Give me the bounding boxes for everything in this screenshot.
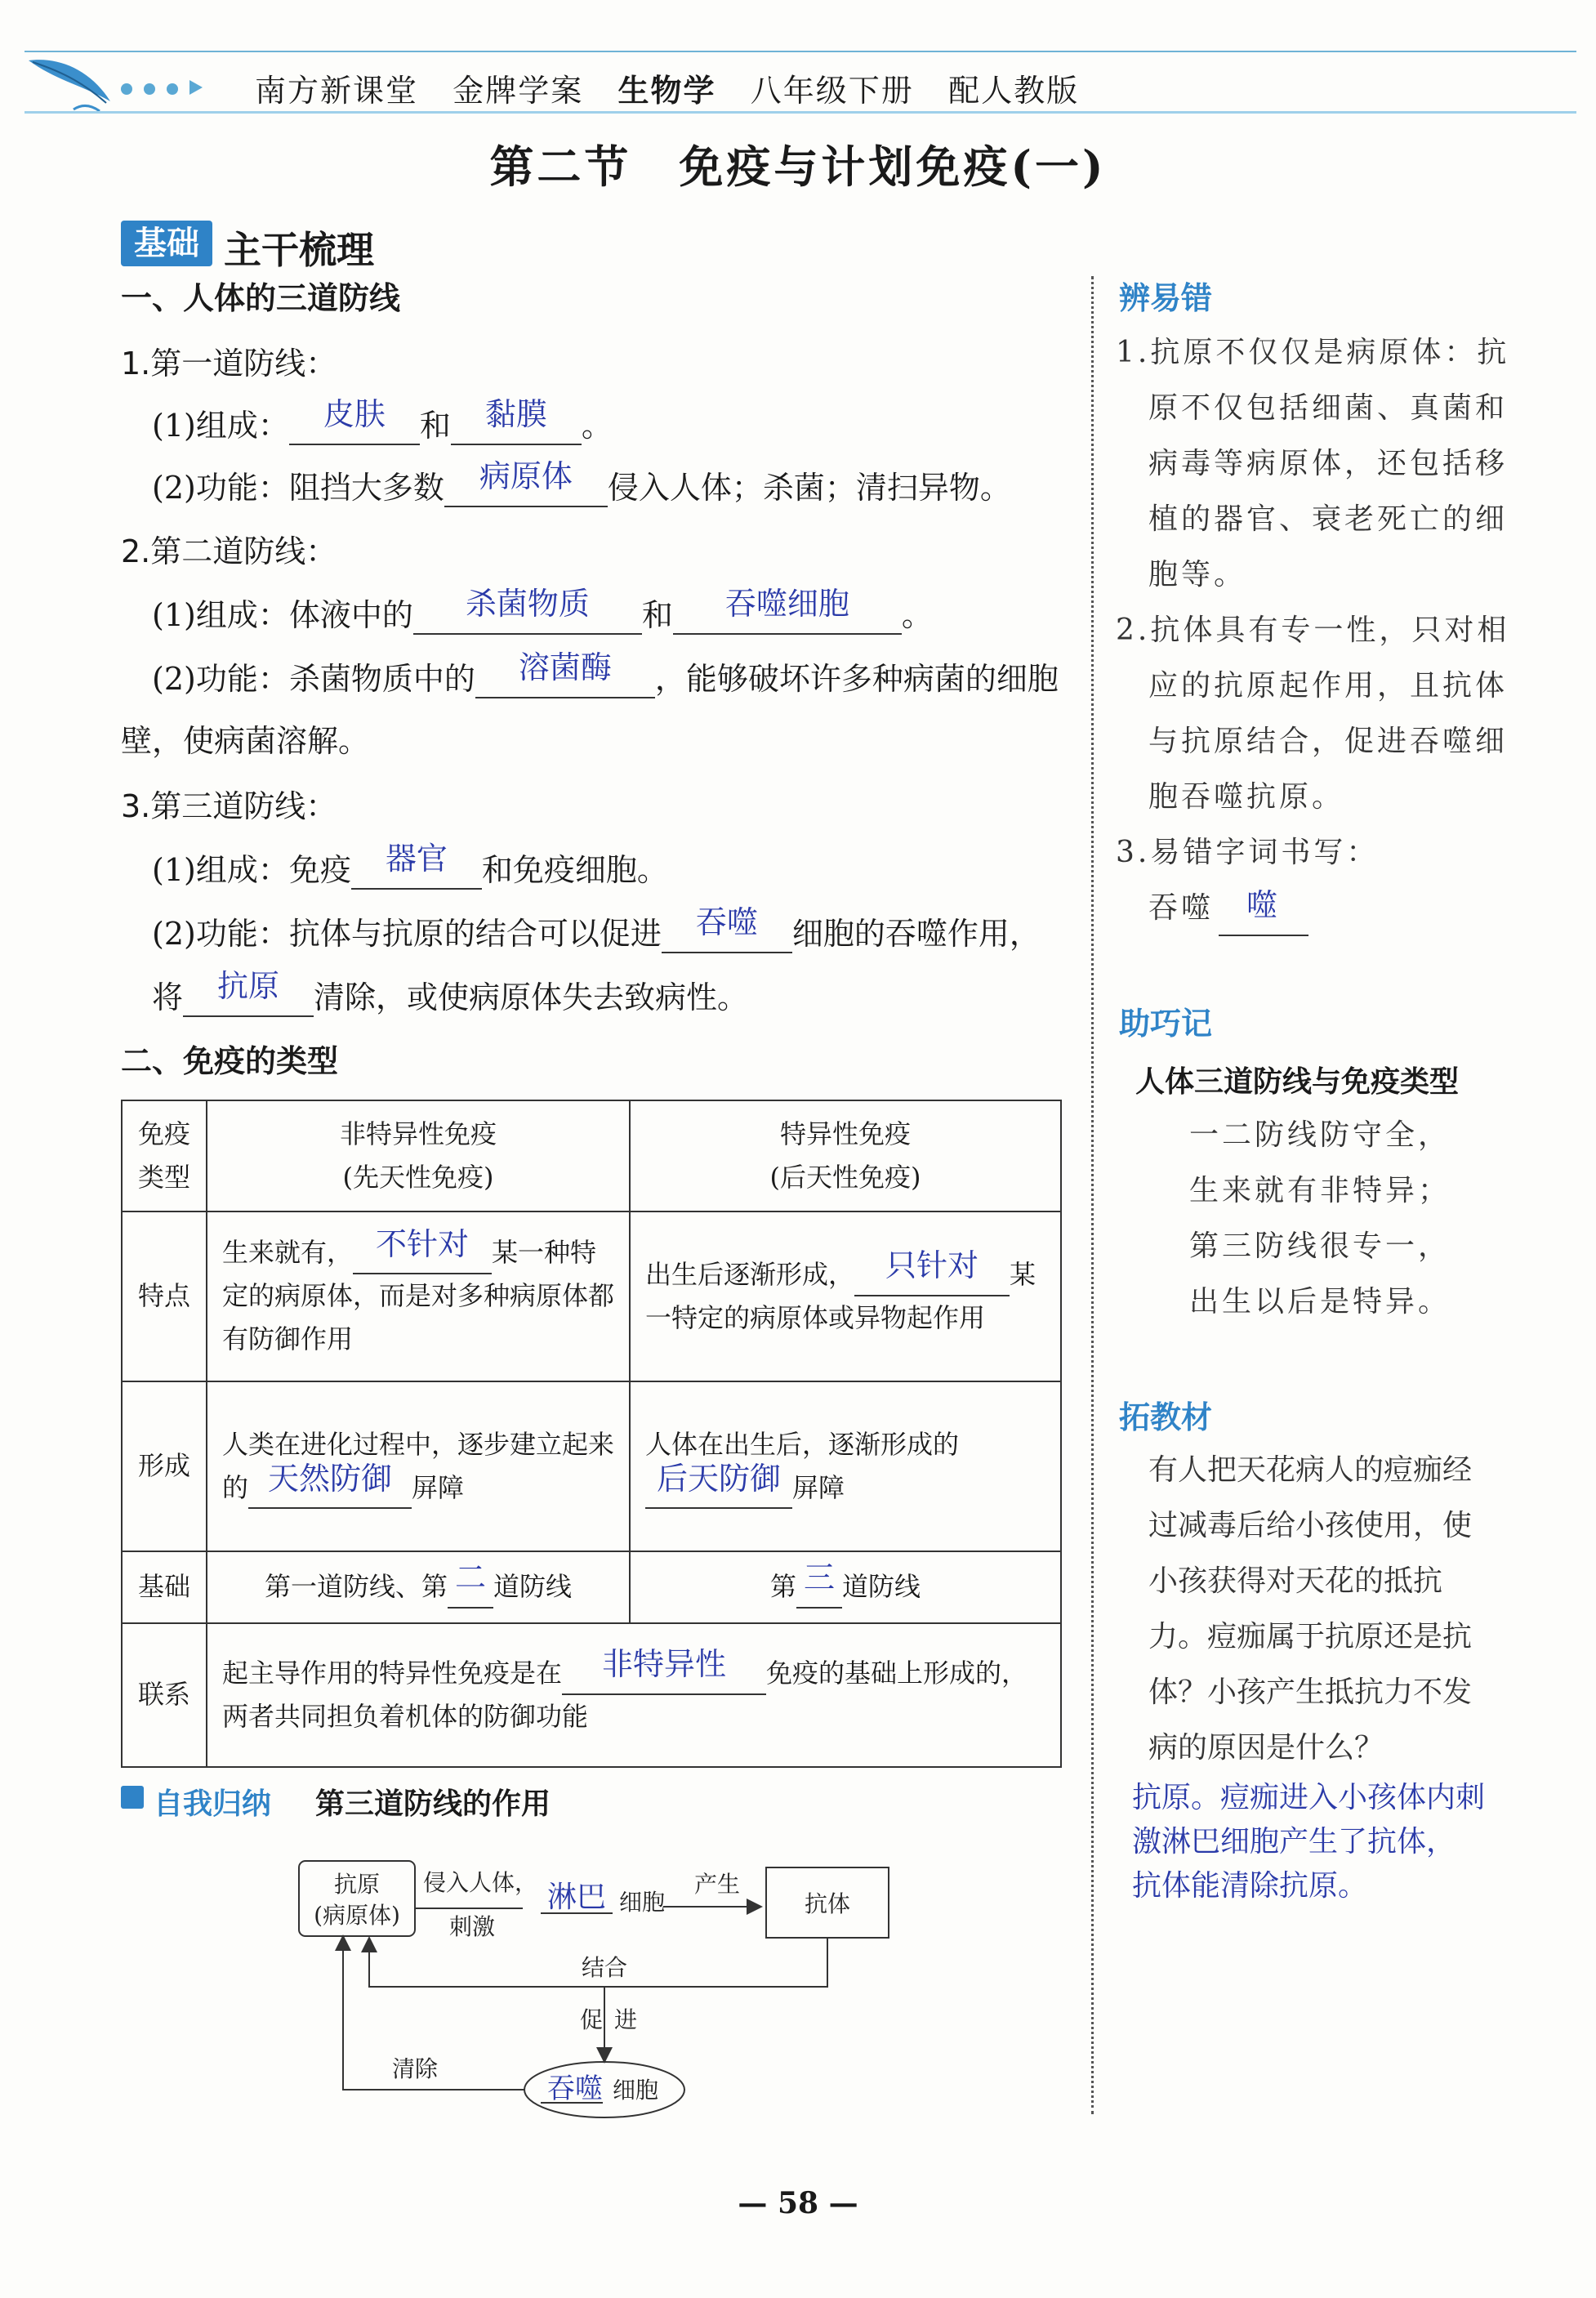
list-item: 抗原。痘痂进入小孩体内刺 [1132, 1781, 1486, 1814]
table-cell [630, 1211, 1061, 1381]
list-item: 原不仅包括细菌、真菌和 [1148, 391, 1509, 425]
text: (2)功能：阻挡大多数 [152, 470, 444, 506]
table-cell [630, 1100, 1061, 1211]
header-cell: 免疫类型 [137, 1118, 190, 1193]
header-grade: 八年级下册 [750, 73, 914, 109]
cell-label: 细胞 [619, 1889, 666, 1916]
text: 第一道防线、第 [264, 1571, 448, 1603]
header-book: 金牌学案 [452, 73, 584, 109]
invade-label: 侵入人体， [423, 1869, 538, 1896]
text: 出生后逐渐形成， [645, 1258, 855, 1290]
header-cell: (先天性免疫) [342, 1161, 494, 1193]
memo-rhyme [1189, 1108, 1451, 1330]
confuse-list [1116, 325, 1509, 936]
header-edition: 配人教版 [948, 73, 1080, 109]
answer-blank [444, 458, 608, 507]
second-line-composition [152, 586, 933, 635]
first-line-label: 1.第一道防线： [121, 346, 337, 382]
third-line-function-cont [152, 968, 749, 1017]
text: 将 [152, 979, 184, 1015]
header-cell: 非特异性免疫 [339, 1118, 497, 1149]
answer-mucosa: 黏膜 [484, 396, 547, 433]
stimulate-label: 刺激 [449, 1913, 496, 1940]
list-item: 应的抗原起作用，且抗体 [1148, 669, 1509, 703]
text: 。 [901, 597, 933, 633]
antibody-label: 抗体 [804, 1890, 851, 1917]
promote-label-1: 促 [580, 2006, 604, 2033]
list-item: 激淋巴细胞产生了抗体， [1132, 1825, 1456, 1858]
answer-blank [1219, 887, 1308, 936]
third-line-function [152, 904, 1041, 953]
text: (2)功能：抗体与抗原的结合可以促进 [152, 916, 662, 952]
answer-blank [289, 396, 420, 445]
header-series: 南方新课堂 [255, 73, 419, 109]
answer-pathogen: 病原体 [479, 458, 573, 495]
table-row [122, 1381, 1061, 1551]
list-item: 1.抗原不仅仅是病原体：抗 [1116, 336, 1510, 369]
table-row [122, 1623, 1061, 1767]
answer-blank [451, 396, 582, 445]
list-item: 病的原因是什么？ [1148, 1731, 1384, 1765]
extension-question [1148, 1443, 1472, 1776]
second-line-function [152, 649, 1059, 698]
list-item: 一二防线防守全， [1189, 1118, 1451, 1152]
third-line-diagram [278, 1843, 931, 2121]
typo-row [1116, 881, 1509, 936]
text: 某一特定的病原体或异物起作用 [645, 1258, 1037, 1333]
list-item: 3.易错字词书写： [1116, 836, 1380, 869]
answer-blank [562, 1646, 766, 1695]
text: 屏障 [792, 1471, 845, 1503]
text: 和 [419, 408, 451, 444]
table-cell [122, 1100, 207, 1211]
table-cell [207, 1100, 630, 1211]
extension-answer [1132, 1776, 1485, 1908]
answer-antigen: 抗原 [217, 968, 280, 1005]
table-cell [207, 1623, 1061, 1767]
immunity-table [121, 1100, 1062, 1768]
answer-nonspecific: 非特异性 [602, 1646, 727, 1682]
answer-nontarget: 不针对 [376, 1225, 470, 1262]
list-item: 过减毒后给小孩使用，使 [1148, 1509, 1473, 1542]
combine-label: 结合 [581, 1954, 628, 1981]
text: 清除，或使病原体失去致病性。 [314, 979, 749, 1015]
text: 屏障 [412, 1471, 465, 1503]
lymph-answer: 淋巴 [547, 1881, 607, 1914]
memo-title: 助巧记 [1119, 1006, 1213, 1042]
text: 道防线 [493, 1571, 573, 1603]
memo-subtitle: 人体三道防线与免疫类型 [1135, 1065, 1460, 1099]
text: 某一种特定的病原体，而是对多种病原体都有防御作用 [222, 1237, 615, 1354]
text: 细胞的吞噬作用， [791, 916, 1041, 952]
answer-blank [673, 586, 902, 635]
typo-answer: 噬 [1246, 887, 1282, 924]
table-cell [630, 1381, 1061, 1551]
answer-skin: 皮肤 [323, 396, 386, 433]
text: (1)组成： [152, 408, 289, 444]
answer-organ: 器官 [385, 841, 448, 877]
part1-heading: 一、人体的三道防线 [121, 280, 401, 316]
third-line-composition [152, 841, 668, 890]
summary-icon [121, 1786, 144, 1809]
list-item: 小孩获得对天花的抵抗 [1148, 1564, 1443, 1598]
answer-two: 二 [454, 1560, 486, 1596]
table-cell [207, 1381, 630, 1551]
text: 第 [769, 1571, 796, 1603]
list-item: 植的器官、衰老死亡的细 [1148, 502, 1509, 536]
row-label: 特点 [122, 1211, 207, 1381]
typo-word: 吞噬 [1148, 891, 1215, 925]
promote-label-2: 进 [614, 2006, 638, 2033]
row-label: 形成 [122, 1381, 207, 1551]
summary-title: 自我归纳 [154, 1787, 272, 1821]
text: 和免疫细胞。 [481, 852, 668, 888]
header-dots [121, 80, 203, 98]
text: 侵入人体；杀菌；清扫异物。 [607, 470, 1011, 506]
summary-subtitle: 第三道防线的作用 [315, 1787, 551, 1821]
answer-acquired: 后天防御 [656, 1460, 781, 1497]
table-cell [207, 1211, 630, 1381]
table-cell [630, 1551, 1061, 1623]
answer-bactericidal: 杀菌物质 [465, 586, 590, 622]
answer-target: 只针对 [885, 1247, 979, 1283]
answer-blank [353, 1225, 492, 1275]
header-cell: 特异性免疫 [779, 1118, 911, 1149]
table-cell [207, 1551, 630, 1623]
part2-heading: 二、免疫的类型 [121, 1043, 339, 1079]
text: (1)组成：体液中的 [152, 597, 413, 633]
text: ，能够破坏许多种病菌的细胞 [654, 661, 1059, 697]
answer-blank [183, 968, 314, 1017]
answer-phago: 吞噬 [695, 904, 758, 941]
answer-three: 三 [803, 1560, 835, 1596]
section-title: 主干梳理 [224, 228, 374, 272]
answer-lysozyme: 溶菌酶 [518, 649, 612, 686]
answer-blank [248, 1460, 412, 1510]
list-item: 生来就有非特异； [1189, 1174, 1451, 1207]
text: 人类在进化过程中，逐步建立起来的 [222, 1428, 615, 1503]
text: (1)组成：免疫 [152, 852, 351, 888]
list-item: 2.抗体具有专一性，只对相 [1116, 614, 1510, 647]
text: 。 [581, 408, 613, 444]
third-line-label: 3.第三道防线： [121, 788, 337, 824]
answer-phagocyte: 吞噬细胞 [724, 586, 849, 622]
second-line-label: 2.第二道防线： [121, 533, 337, 569]
produce-label: 产生 [694, 1871, 741, 1898]
header-bar [255, 65, 1079, 110]
answer-blank [351, 841, 482, 890]
column-divider [1091, 276, 1094, 2114]
phago-cell-label: 细胞 [613, 2077, 659, 2104]
antigen-sub-label: (病原体) [314, 1902, 400, 1929]
list-item: 抗体能清除抗原。 [1132, 1869, 1368, 1903]
header-rule [25, 51, 1576, 52]
clear-label: 清除 [392, 2055, 439, 2082]
text: 人体在出生后，逐渐形成的 [645, 1428, 960, 1460]
text: 起主导作用的特异性免疫是在 [222, 1657, 563, 1689]
text: 和 [641, 597, 673, 633]
row-label: 联系 [122, 1623, 207, 1767]
antigen-label: 抗原 [333, 1871, 381, 1898]
confuse-title: 辨易错 [1119, 280, 1213, 316]
answer-blank [475, 649, 655, 698]
text: (2)功能：杀菌物质中的 [152, 661, 475, 697]
section-badge: 基础 [121, 221, 212, 266]
table-row [122, 1551, 1061, 1623]
list-item: 出生以后是特异。 [1189, 1285, 1451, 1319]
answer-blank [448, 1560, 493, 1609]
list-item: 有人把天花病人的痘痂经 [1148, 1453, 1473, 1487]
table-row [122, 1211, 1061, 1381]
first-line-function [152, 458, 1011, 507]
answer-natural: 天然防御 [268, 1460, 393, 1497]
table-row [122, 1100, 1061, 1211]
answer-blank [796, 1560, 842, 1609]
header-underline [25, 111, 1576, 114]
list-item: 与抗原结合，促进吞噬细 [1148, 725, 1509, 758]
text: 生来就有， [222, 1237, 354, 1269]
page-number: — 58 — [738, 2186, 858, 2220]
list-item: 胞等。 [1148, 558, 1247, 591]
list-item: 第三防线很专一， [1189, 1229, 1451, 1263]
header-subject: 生物学 [617, 73, 716, 109]
answer-blank [662, 904, 792, 953]
phago-answer: 吞噬 [547, 2073, 603, 2105]
extension-title: 拓教材 [1119, 1399, 1213, 1435]
page-title: 第二节 免疫与计划免疫(一) [489, 141, 1107, 193]
header-cell: (后天性免疫) [769, 1161, 921, 1193]
text: 道防线 [842, 1571, 921, 1603]
first-line-composition [152, 396, 613, 445]
answer-blank [645, 1460, 792, 1510]
answer-blank [413, 586, 642, 635]
second-line-function-cont: 壁，使病菌溶解。 [121, 723, 370, 759]
list-item: 力。痘痂属于抗原还是抗 [1148, 1620, 1473, 1653]
row-label: 基础 [122, 1551, 207, 1623]
list-item: 体？小孩产生抵抗力不发 [1148, 1676, 1473, 1709]
list-item: 胞吞噬抗原。 [1148, 780, 1345, 814]
list-item: 病毒等病原体，还包括移 [1148, 447, 1509, 480]
text: 免疫的基础上形成的，两者共同担负着机体的防御功能 [222, 1657, 1028, 1732]
answer-blank [854, 1247, 1010, 1296]
